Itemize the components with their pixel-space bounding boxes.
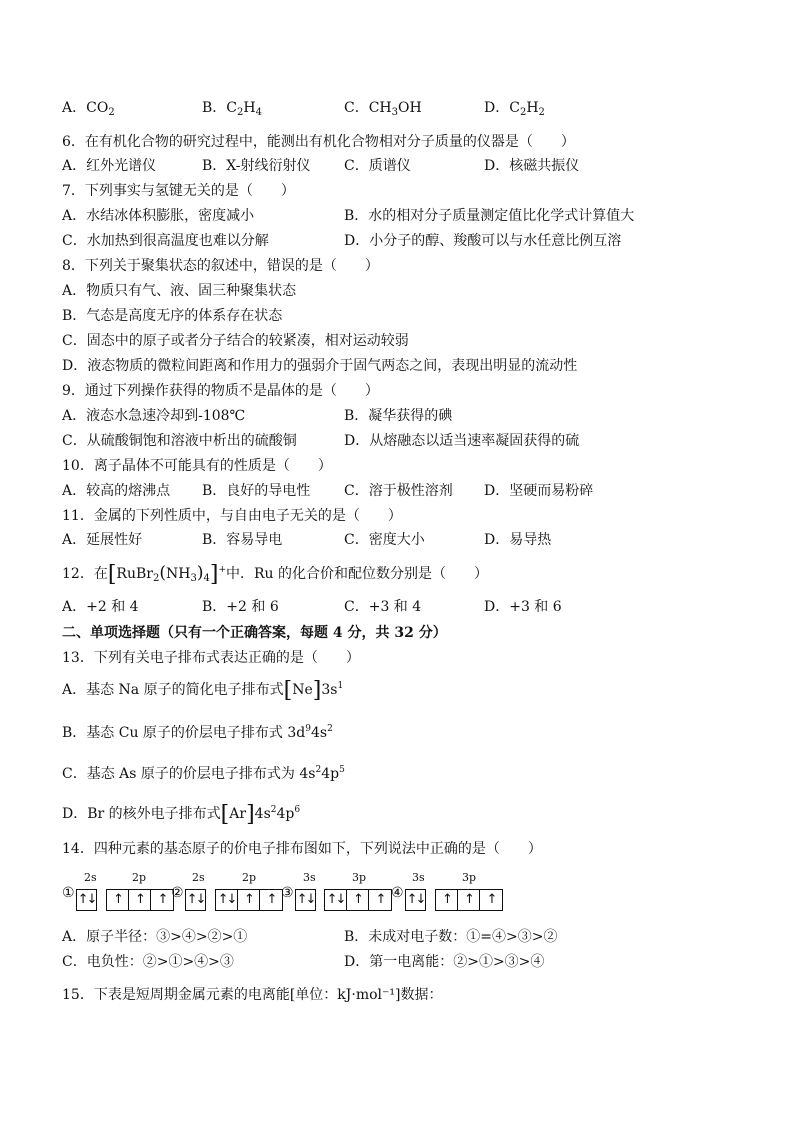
q7-stem: 7．下列事实与氢键无关的是（ ） <box>62 183 295 199</box>
q12-stem-suffix: 中．Ru 的化合价和配位数分别是（ ） <box>225 566 488 582</box>
orbital-box: ↑ <box>238 890 260 910</box>
q9-option-a: A．液态水急速冷却到-108℃ <box>62 408 246 424</box>
q13-option-d: D．Br 的核外电子排布式$[Ar]4s^24p^6$ <box>62 802 301 827</box>
q6-option-d: D．核磁共振仪 <box>484 158 580 174</box>
q13-option-c-text: C．基态 As 原子的价层电子排布式为 <box>62 766 295 782</box>
q5-option-b: B．$C_2H_4$ <box>202 100 262 118</box>
orbital-box: ↑↓ <box>406 892 425 907</box>
q11-option-b: B．容易导电 <box>202 532 283 548</box>
q13-option-d-text: D．Br 的核外电子排布式 <box>62 806 221 822</box>
orbital-2-p-label: 2p <box>242 871 257 884</box>
q5-option-c: C．$CH_3OH$ <box>344 100 422 118</box>
q12-stem-prefix: 12．在 <box>62 566 108 582</box>
q10-option-d: D．坚硬而易粉碎 <box>484 483 594 499</box>
q7-option-a: A．水结冰体积膨胀，密度减小 <box>62 208 255 224</box>
q13-stem: 13．下列有关电子排布式表达正确的是（ ） <box>62 650 360 666</box>
orbital-4-p-label: 3p <box>462 871 477 884</box>
q6-stem: 6．在有机化合物的研究过程中，能测出有机化合物相对分子质量的仪器是（ ） <box>62 134 575 150</box>
q14-option-d: D．第一电离能：②>①>③>④ <box>344 954 545 970</box>
orbital-box: ↑↓ <box>186 892 205 907</box>
q8-option-b: B．气态是高度无序的体系存在状态 <box>62 308 283 324</box>
q6-option-c: C．质谱仪 <box>344 158 411 174</box>
q9-option-b: B．凝华获得的碘 <box>344 408 453 424</box>
q7-option-b: B．水的相对分子质量测定值比化学式计算值大 <box>344 208 635 224</box>
q10-stem: 10．离子晶体不可能具有的性质是（ ） <box>62 458 332 474</box>
q13-option-a: A．基态 Na 原子的简化电子排布式$[Ne]3s^1$ <box>62 678 344 703</box>
orbital-3-s-boxes <box>295 889 316 911</box>
orbital-box: ↑↓ <box>325 890 347 910</box>
orbital-box: ↑ <box>129 890 151 910</box>
orbital-4-s-label: 3s <box>412 871 425 884</box>
q6-option-b: B．X-射线衍射仪 <box>202 158 311 174</box>
q14-option-a: A．原子半径：③>④>②>① <box>62 929 248 945</box>
q13-option-b-text: B．基态 Cu 原子的价层电子排布式 <box>62 725 283 741</box>
orbital-2-s-label: 2s <box>192 871 205 884</box>
q7-option-c: C．水加热到很高温度也难以分解 <box>62 233 269 249</box>
orbital-box: ↑ <box>458 890 480 910</box>
q12-option-b: B．+2 和 6 <box>202 599 279 615</box>
q7-option-d: D．小分子的醇、羧酸可以与水任意比例互溶 <box>344 233 622 249</box>
orbital-box: ↑↓ <box>77 892 96 907</box>
orbital-label-3: ③ <box>281 885 294 901</box>
orbital-1-p-boxes <box>106 889 174 911</box>
orbital-box: ↑ <box>157 892 167 907</box>
orbital-1-p-label: 2p <box>132 871 147 884</box>
q11-stem: 11．金属的下列性质中，与自由电子无关的是（ ） <box>62 508 402 524</box>
orbital-label-1: ① <box>62 885 75 901</box>
orbital-2-p-boxes <box>215 889 283 911</box>
orbital-box: ↑ <box>436 890 458 910</box>
q8-stem: 8．下列关于聚集状态的叙述中，错误的是（ ） <box>62 258 379 274</box>
q13-option-c: C．基态 As 原子的价层电子排布式为 $4s^24p^5$ <box>62 765 345 782</box>
q12-option-a: A．+2 和 4 <box>62 599 139 615</box>
orbital-3-p-boxes <box>324 889 392 911</box>
orbital-box: ↑ <box>266 892 276 907</box>
orbital-1-s-label: 2s <box>84 871 97 884</box>
orbital-3-s-label: 3s <box>303 871 316 884</box>
orbital-box: ↑ <box>486 892 496 907</box>
q5-option-d: D．$C_2H_2$ <box>484 100 545 118</box>
q12-charge: + <box>218 565 226 575</box>
q12-stem: 12．在$[RuBr_2(NH_3)_4]^+$中．Ru 的化合价和配位数分别是（ ） <box>62 562 488 587</box>
q11-option-a: A．延展性好 <box>62 532 143 548</box>
q5-option-a: A．$CO_2$ <box>62 100 115 118</box>
q9-option-d: D．从熔融态以适当速率凝固获得的硫 <box>344 433 580 449</box>
q6-option-a: A．红外光谱仪 <box>62 158 157 174</box>
orbital-box: ↑ <box>375 892 385 907</box>
q9-stem: 9．通过下列操作获得的物质不是晶体的是（ ） <box>62 383 379 399</box>
q9-option-c: C．从硫酸铜饱和溶液中析出的硫酸铜 <box>62 433 297 449</box>
q10-option-c: C．溶于极性溶剂 <box>344 483 453 499</box>
orbital-box: ↑↓ <box>296 892 315 907</box>
q15-stem: 15．下表是短周期金属元素的电离能[单位：kJ·mol⁻¹]数据： <box>62 987 443 1003</box>
q8-option-c: C．固态中的原子或者分子结合的较紧凑，相对运动较弱 <box>62 333 409 349</box>
q11-option-d: D．易导热 <box>484 532 552 548</box>
q14-option-c: C．电负性：②>①>④>③ <box>62 954 234 970</box>
q10-option-b: B．良好的导电性 <box>202 483 311 499</box>
q13-option-a-text: A．基态 Na 原子的简化电子排布式 <box>62 682 284 698</box>
q13-option-b: B．基态 Cu 原子的价层电子排布式 $3d^94s^2$ <box>62 724 333 741</box>
orbital-label-2: ② <box>171 885 184 901</box>
q14-option-b: B．未成对电子数：①=④>③>② <box>344 929 558 945</box>
orbital-diagram <box>62 871 622 911</box>
orbital-3-p-label: 3p <box>352 871 367 884</box>
orbital-box: ↑↓ <box>216 890 238 910</box>
orbital-4-s-boxes <box>405 889 426 911</box>
q12-formula: $RuBr_2(NH_3)_4$ <box>116 563 210 584</box>
q11-option-c: C．密度大小 <box>344 532 425 548</box>
orbital-box: ↑ <box>107 890 129 910</box>
q8-option-d: D．液态物质的微粒间距离和作用力的强弱介于固气两态之间，表现出明显的流动性 <box>62 358 578 374</box>
orbital-box: ↑ <box>347 890 369 910</box>
q10-option-a: A．较高的熔沸点 <box>62 483 171 499</box>
orbital-1-s-boxes <box>76 889 97 911</box>
q14-stem: 14．四种元素的基态原子的价电子排布图如下，下列说法中正确的是（ ） <box>62 841 542 857</box>
orbital-2-s-boxes <box>185 889 206 911</box>
orbital-label-4: ④ <box>391 885 404 901</box>
section-2-heading: 二、单项选择题（只有一个正确答案，每题 4 分，共 32 分） <box>62 625 447 641</box>
orbital-4-p-boxes <box>435 889 503 911</box>
q12-option-c: C．+3 和 4 <box>344 599 422 615</box>
q12-option-d: D．+3 和 6 <box>484 599 562 615</box>
q8-option-a: A．物质只有气、液、固三种聚集状态 <box>62 283 297 299</box>
